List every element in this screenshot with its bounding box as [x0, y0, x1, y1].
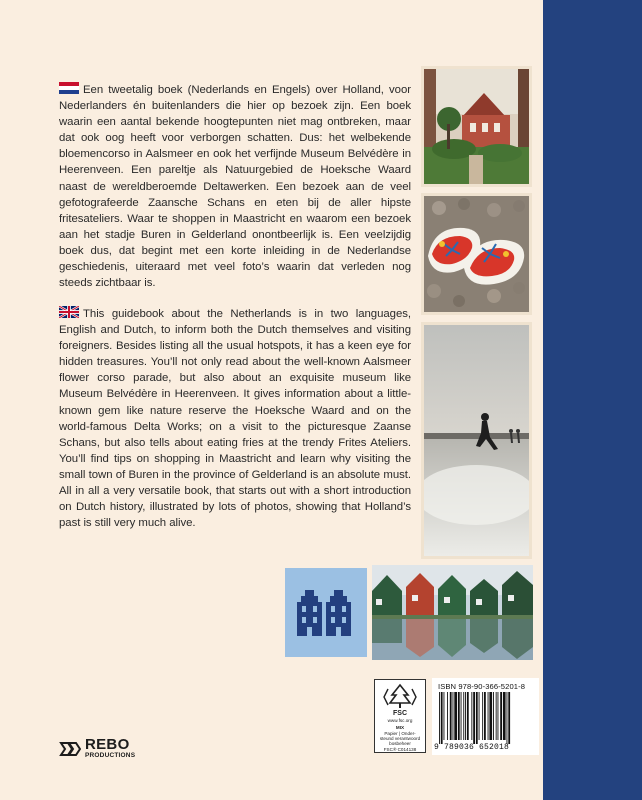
canal-houses-tile: [285, 568, 367, 657]
netherlands-flag-icon: [59, 82, 79, 94]
fsc-code: FSC® C014138: [383, 747, 417, 752]
fsc-tree-icon: [375, 683, 425, 711]
fsc-paper-3: bosbeheer: [389, 741, 411, 746]
english-text: This guidebook about the Netherlands is in two languages, English and Dutch, to inform both the Dutch themselves and visiting foreigners. Besides listing all the usual hotspots, it has a keen eye for hidden treasures. You’ll not only read about the well-known Aalsmeer flower corso parade, but also about an exquisite museum like Museum Belvédère in Heerenveen. It gives information about a little-known gem like nature reserve the Hoeksche Waard and on the world-famous Delta Works; on a visit to the picturesque Zaanse Schans, but also tells about eating fries at the trendy Frites Ateliers. You’ll find tips on shopping in Maastricht and learn why visiting the small town of Buren in the province of Gelderland is an absolute must. All in all a very versatile book, that starts out with a short introduction on Dutch history, illustrated by lots of photos, showing that Holland’s past is still very much alive.: [59, 308, 411, 530]
publisher-name: REBO: [85, 736, 130, 753]
barcode-bars: [437, 692, 537, 744]
uk-flag-icon: [59, 306, 79, 318]
isbn-barcode: [432, 678, 539, 755]
garden-house-photo: [421, 66, 532, 187]
fsc-mix: MIX: [395, 725, 405, 730]
fsc-paper-2: steund verantwoord: [379, 736, 421, 741]
canal-houses-icon: [285, 568, 367, 657]
dutch-text: Een tweetalig boek (Nederlands en Engels) over Holland, voor Nederlanders én buitenlanders die hier op bezoek zijn. Een boek waarin een aantal bekende hoogtepunten niet mag ontbreken, maar dat ook oog heeft voor verborgen schatten. Dus: het welbekende bloemencorso in Aalsmeer en ook het verfijnde Museum Belvédère in Heerenveen. Een pareltje als Natuurgebied de Hoeksche Waard naast de wereldberoemde Deltawerken. Een bezoek aan de veel gefotografeerde Zaansche Schans en eten bij de aller hipste fritesateliers. Waar te shoppen in Maastricht en waarom een bezoek aan het stadje Buren in Gelderland onontbeerlijk is. Een veelzijdig boek dus, dat begint met een korte inleiding in de Nederlandse geschiedenis, uiteraard met veel foto’s waarin dat verleden nog steeds zichtbaar is.: [59, 84, 411, 290]
rebo-logo-icon: [59, 739, 81, 759]
fsc-url: www.fsc.org: [387, 718, 413, 723]
fsc-paper-1: Papier | Onder-: [384, 731, 416, 736]
isbn-label: ISBN 978-90-366-5201-8: [438, 682, 526, 691]
fsc-mark: FSC: [393, 710, 407, 717]
book-spine: [543, 0, 642, 800]
publisher-logo: [59, 738, 135, 760]
isbn-digits: 9 789036 652018: [434, 743, 510, 752]
publisher-sub: PRODUCTIONS: [85, 752, 136, 759]
zaanse-schans-houses-photo: [372, 565, 533, 660]
english-description: [59, 306, 411, 531]
fsc-label: [374, 679, 426, 753]
dutch-description: [59, 82, 411, 291]
ice-skaters-photo: [421, 322, 532, 559]
painted-clogs-photo: [421, 193, 532, 315]
